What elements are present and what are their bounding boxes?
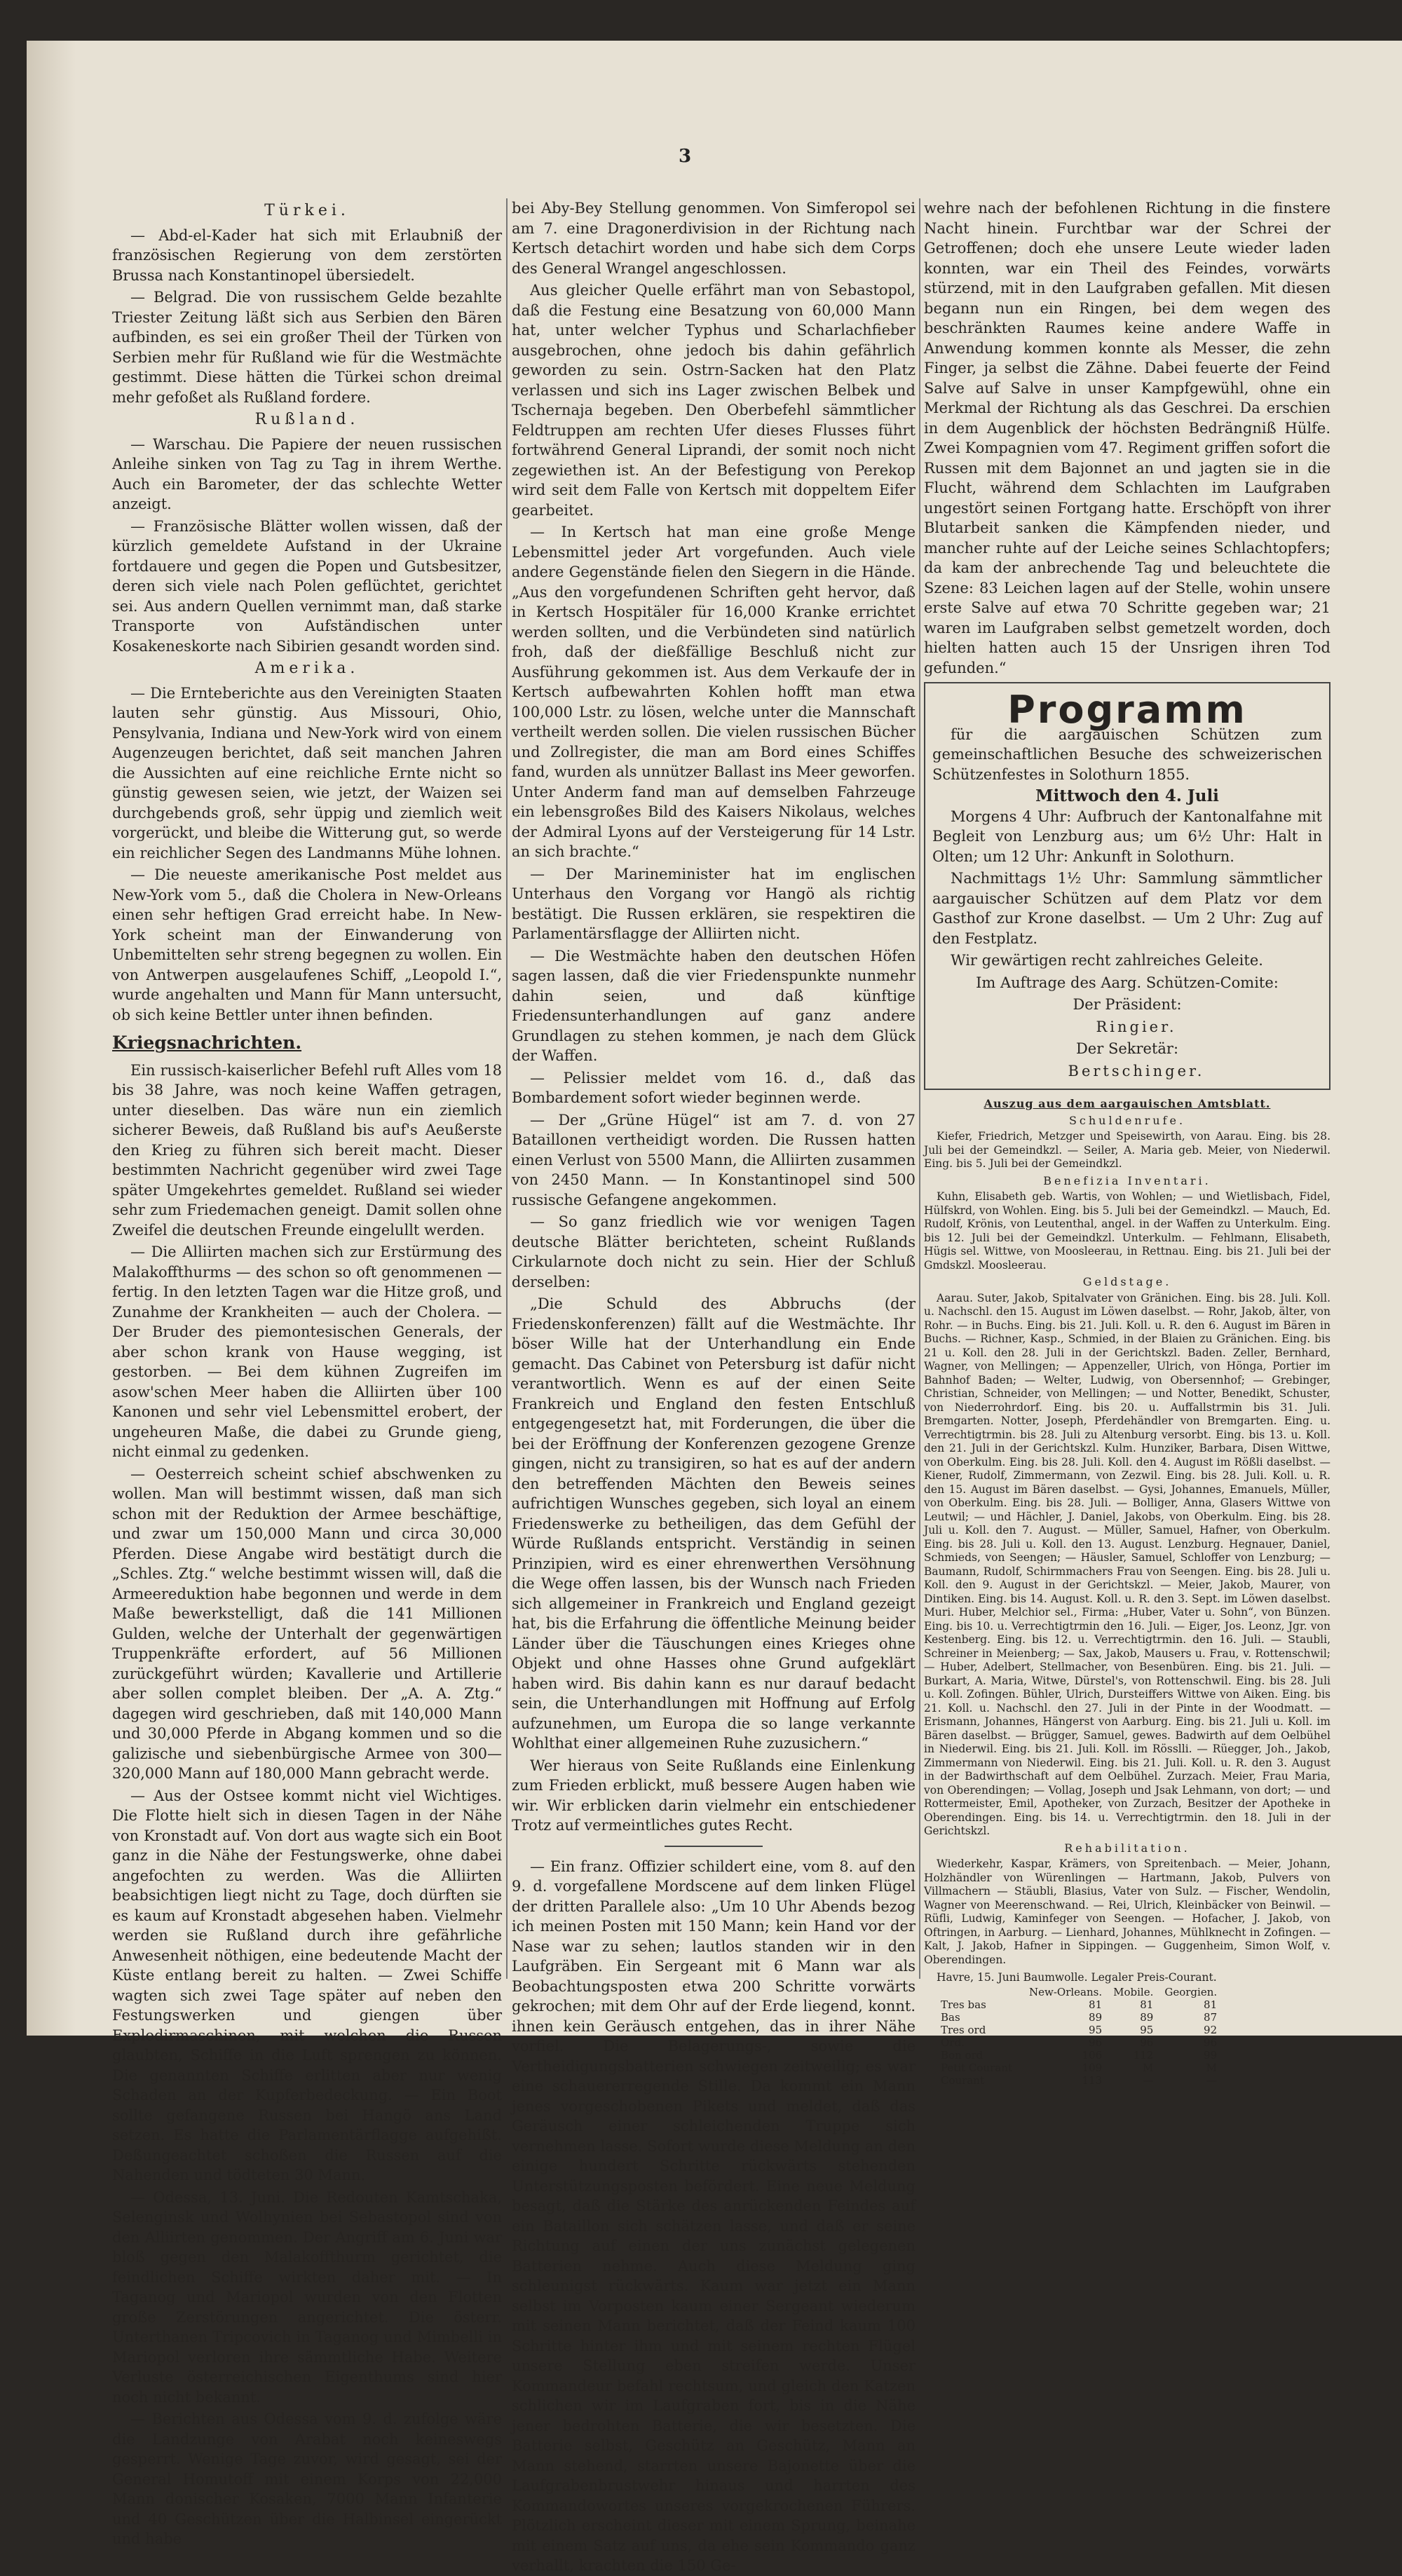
subhead: Rehabilitation.	[1064, 1841, 1190, 1855]
table-cell: 95	[1089, 2023, 1103, 2036]
table-row	[941, 2036, 1228, 2049]
table-cell: Petit Courant	[941, 2061, 1012, 2074]
article-paragraph: — Ein franz. Offizier schildert eine, vom 8. auf den 9. d. vorgefallene Mordscene auf dem linken Flügel der dritten Parallele also: „Um 10 Uhr Abends bezog ich meinen Posten mit 150 Mann; kein Hand vor der Nase war zu sehen; lautlos standen wir in den Laufgräben. Ein Sergeant mit 6 Mann war als Beobachtungsposten etwa 200 Schritte vorwärts gekrochen; mit dem Ohr auf der Erde liegend, konnt. ihnen kein Geräusch entgehen, das in ihrer Nähe vorfiel. Die Belagerungs-, sowie die Vertheidigungsbatterien schwiegen zeitweilig; es war eine schauererregende Stille. Da kommt ein Mann jenes vorgeschobenen Pikets und meldet, daß das Geräusch einer schleichenden Truppe sich vernehmen lasse. Sofort wurde diese Meldung an den einige hundert Schritte rückwärts stehenden Unterstützungsposten befördert. Eine neue Meldung besagt, daß die Stärke des anrückenden Feindes auf ein Bataillon sich schätzen lasse, und daß er seine Richtung auf einen der uns zunächst gelegenen Batterien nehme. Auch diese Meldung ging schleunigst rückwärts. Kaum war jetzt ein Mann selbst im Vorposten kaum einer Sergeant wiederum mit seinen Mann berichtet, daß der Feind kaum 100 Schritte hinter ihm und mit seinem rechten Flügel unsere Stellung eben streifen werde. Unser Kommandeur befahl rechtsum, und gleich den Katzen schlichen wir im Laufgraben fort, bis in die Nähe jener bedrohten Batterie, die wir besetzten. Die Batterie selbst, Geschütz an Geschütz, Mann an Mann stehend, starrten unsere Bajonette über die Laufgrabenbrustwehr hinaus und harrten des Kommandowortes unseres vorgekrochenen Führers. Plötzlich erscheint dieser mit einem Sprung, beinahe mit einem Satz auf uns, da ehe sein Kommando ganz verhallt, krachten die 150 Ge-	[512, 1858, 916, 2574]
article-paragraph: — Warschau. Die Papiere der neuen russischen Anleihe sinken von Tag zu Tag in ihrem Werthe. Auch ein Barometer, der das schlechte Wetter anzeigt.	[112, 435, 502, 512]
section-head-russland: Rußland.	[254, 411, 360, 428]
table-cell: M	[1143, 2061, 1154, 2074]
table-cell: M	[1206, 2061, 1218, 2074]
table-cell: Courant	[941, 2073, 984, 2087]
article-paragraph: — Berichten aus Odessa vom 9. d. zufolge wäre die Landzunge von Arabat noch keineswegs gesperrt. Wenige Tage zuvor, wird gesagt, sei der General Homutoff mit einem Korps von 22,000 Mann donischer Kosaken, 7000 Mann Infanterie und 40 Geschützen über die Halbinsel eingerückt und habe	[112, 2411, 502, 2547]
article-paragraph: — Die neueste amerikanische Post meldet aus New-York vom 5., daß die Cholera in New-Orleans einen sehr heftigen Grad erreicht habe. In New-York scheint man der Einwanderung von Unbemittelten sehr streng begegnen zu wollen. Ein von Antwerpen ausgelaufenes Schiff, „Leopold I.“, wurde angehalten und Mann für Mann untersucht, ob sich keine Bettler unter ihnen befinden.	[112, 866, 502, 1023]
table-cell: Ord.	[941, 2036, 965, 2049]
table-cell: 81	[1140, 1998, 1154, 2011]
page-number: 3	[679, 146, 692, 167]
table-row	[941, 2074, 1228, 2087]
article-paragraph: wehre nach der befohlenen Richtung in die finstere Nacht hinein. Furchtbar war der Schrei der Getroffenen; doch ehe unsere Leute wieder laden konnten, war ein Theil des Feindes, vorwärts stürzend, mit in den Laufgraben gefallen. Mit diesen begann nun ein Ringen, bei dem wegen des beschränkten Raumes keine andere Waffe in Anwendung kommen konnte als Messer, die zehn Finger, ja selbst die Zähne. Dabei feuerte der Feind Salve auf Salve in unser Kampfgewühl, ohne ein Merkmal der Richtung als das Geschrei. Da erschien in dem Augenblick der höchsten Bedrängniß Hülfe. Zwei Kompagnien vom 47. Regiment griffen sofort die Russen mit dem Bajonnet an und jagten sie in die Flucht, während dem Schlachten im Laufgraben ungestört seinen Fortgang hatte. Erschöpft von ihrer Blutarbeit sanken die Kämpfenden nieder, und mancher ruhte auf der Leiche seines Schlachtopfers; da kam der anbrechende Tag und beleuchtete die Szene: 83 Leichen lagen auf der Stelle, wohin unsere erste Salve auf etwa 70 Schritte gegeben war; 21 waren im Laufgraben selbst gemetzelt worden, doch hielten hatten auch 15 der Unsrigen ihren Tod gefunden.“	[924, 200, 1330, 676]
table-cell: 109	[1082, 2061, 1103, 2074]
table-cell: —	[1206, 2073, 1218, 2087]
article-paragraph: — Abd-el-Kader hat sich mit Erlaubniß der französischen Regierung von dem zerstörten Brussa nach Konstantinopel übersiedelt.	[112, 226, 502, 284]
table-cell: —	[1143, 2073, 1154, 2087]
article-paragraph: Aus gleicher Quelle erfährt man von Sebastopol, daß die Festung eine Besatzung von 60,000 Mann hat, unter welcher Typhus und Scharlachfieber ausgebrochen, ohne jedoch bis dahin gefährlich geworden zu sein. Ostrn-Sacken hat den Platz verlassen und sich ins Lager zwischen Belbek und Tschernaja begeben. Den Oberbefehl sämmtlicher Feldtruppen am rechten Ufer dieses Flusses führt fortwährend General Liprandi, der somit noch nicht zegewiethen ist. An der Befestigung von Perekop wird seit dem Falle von Kertsch mit doppeltem Eifer gearbeitet.	[512, 282, 916, 519]
table-header	[941, 1986, 1029, 1998]
table-row	[941, 2062, 1228, 2074]
section-head-amerika: Amerika.	[254, 660, 360, 677]
article-paragraph: „Die Schuld des Abbruchs (der Friedenskonferenzen) fällt auf die Westmächte. Ihr böser Wille hat der Unterhandlung ein Ende gemacht. Das Cabinet von Petersburg ist dafür nicht verantwortlich. Wenn es auf der einen Seite Frankreich und England den festen Entschluß entgegengesetzt hat, mit Forderungen, die über die bei der Eröffnung der Konferenzen gezogene Grenze gingen, nicht zu transigiren, so hat es auf der andern den betreffenden Mächten den Beweis seines aufrichtigen Wunsches gegeben, sich loyal an einem Friedenswerke zu betheiligen, das dem Gefühl der Würde Rußlands entspricht. Verständig in seinen Prinzipien, wird es einer ehrenwerthen Versöhnung die Wege offen lassen, bis der Wunsch nach Frieden sich allgemeiner in Frankreich und England gezeigt hat, bis die Erfahrung die öffentliche Meinung beider Länder über die Täuschungen eines Krieges ohne Objekt und ohne Hasses ohne Grund aufgeklärt haben wird. Bis dahin kann es nur darauf bedacht sein, die Unterhandlungen mit Hoffnung auf Erfolg aufzunehmen, um Europa die so lange verkannte Wohlthat einer allgemeinen Ruhe zuzusichern.“	[512, 1295, 916, 1752]
article-paragraph: — Pelissier meldet vom 16. d., daß das Bombardement sofort wieder beginnen werde.	[512, 1069, 916, 1106]
article-paragraph: — Die Alliirten machen sich zur Erstürmung des Malakoffthurms — des schon so oft genommenen — fertig. In den letzten Tagen war die Hitze groß, und Zunahme der Krankheiten — auch der Cholera. — Der Bruder des piemontesischen Generals, der aber schon krank von Hause wegging, ist gestorben. — Bei dem kühnen Zugreifen im asow'schen Meer haben die Alliirten über 100 Kanonen und sehr viel Lebensmittel erobert, der ungeheuren Maße, die dabei zu Grunde gieng, nicht einmal zu gedenken.	[112, 1243, 502, 1460]
programm-line: Wir gewärtigen recht zahlreiches Geleite.	[951, 952, 1263, 969]
programm-line: Der Präsident:	[1073, 996, 1182, 1013]
subhead: Geldstage.	[1082, 1275, 1172, 1288]
subhead: Schuldenrufe.	[1068, 1113, 1186, 1127]
programm-notice	[924, 682, 1330, 1090]
article-paragraph: — In Kertsch hat man eine große Menge Lebensmittel jeder Art vorgefunden. Auch viele andere Gegenstände fielen den Siegern in die Hände. „Aus den vorgefundenen Schriften geht hervor, daß in Kertsch Hospitäler für 16,000 Kranke errichtet werden sollten, und die Verbündeten sind natürlich froh, daß der dießfällige Beschluß nicht zur Ausführung gekommen ist. Aus dem Verkaufe der in Kertsch aufbewahrten Kohlen hofft man etwa 100,000 Lstr. zu lösen, welche unter die Mannschaft vertheilt werden sollen. Die vielen russischen Bücher und Zollregister, die man am Bord eines Schiffes fand, wurden als unnützer Ballast ins Meer geworfen. Unter Anderm fand man auf demselben Fahrzeuge ein lebensgroßes Bild des Kaisers Nikolaus, welches der Admiral Lyons auf der Versteigerung für 14 Lstr. an sich brachte.“	[512, 524, 916, 860]
price-table	[941, 1986, 1228, 2087]
programm-line: Nachmittags 1½ Uhr: Sammlung sämmtlicher aargauischer Schützen auf dem Platz vor dem Gasthof zur Krone daselbst. — Um 2 Uhr: Zug auf den Festplatz.	[932, 870, 1322, 947]
amtsblatt-head: Auszug aus dem aargauischen Amtsblatt.	[984, 1097, 1271, 1110]
table-cell: 92	[1204, 2023, 1218, 2036]
table-cell: 95	[1140, 2023, 1154, 2036]
table-header: Georgien.	[1164, 1985, 1218, 1998]
section-head-tuerkei: Türkei.	[264, 202, 350, 219]
table-cell: Bas	[941, 2010, 960, 2024]
table-cell: Tres ord	[941, 2023, 986, 2036]
table-cell: 89	[1089, 2010, 1103, 2024]
signature-secretary: Bertschinger.	[1068, 1062, 1205, 1079]
table-cell: 81	[1204, 1998, 1218, 2011]
table-cell: 106	[1082, 2048, 1103, 2062]
newspaper-page	[27, 41, 1402, 2574]
article-paragraph: — Der Marineminister hat im englischen Unterhaus den Vorgang vor Hangö als richtig bestätigt. Die Russen erklären, sie respektiren die Parlamentärsflagge der Alliirten nicht.	[512, 865, 916, 942]
separator-rule	[665, 1846, 763, 1847]
article-paragraph: — Der „Grüne Hügel“ ist am 7. d. von 27 Bataillonen vertheidigt worden. Die Russen hatten einen Verlust von 5500 Mann, die Alliirten zusammen von 2450 Mann. — In Konstantinopel sind 500 russische Gefangene angekommen.	[512, 1111, 916, 1208]
table-row	[941, 1998, 1228, 2011]
table-cell: 81	[1089, 1998, 1103, 2011]
programm-line: Im Auftrage des Aarg. Schützen-Comite:	[976, 974, 1279, 991]
table-cell: Tres bas	[941, 1998, 986, 2011]
programm-title: Programm	[1007, 688, 1247, 732]
programm-intro: für die aargauischen Schützen zum gemeinschaftlichen Besuche des schweizerischen Schützenfestes in Solothurn 1855.	[932, 725, 1322, 783]
table-cell: Bon ord	[941, 2048, 984, 2062]
signature-president: Ringier.	[1096, 1018, 1177, 1035]
market-title: Havre, 15. Juni Baumwolle. Legaler Preis-Courant.	[937, 1971, 1217, 1984]
article-paragraph: bei Aby-Bey Stellung genommen. Von Simferopol sei am 7. eine Dragonerdivision in der Richtung nach Kertsch detachirt worden und habe sich dem Corps des General Wrangel angeschlossen.	[512, 200, 916, 277]
table-cell: 96	[1140, 2036, 1154, 2049]
article-paragraph: — Oesterreich scheint schief abschwenken zu wollen. Man will bestimmt wissen, daß man sich schon mit der Reduktion der Armee beschäftige, und zwar um 150,000 Mann und circa 30,000 Pferden. Diese Angabe wird bestätigt durch die „Schles. Ztg.“ welche bestimmt wissen will, daß die Armeereduktion habe begonnen und werde in dem Maße bewerkstelligt, daß die 141 Millionen Gulden, welche der Unterhalt der gegenwärtigen Truppenkräfte erfordert, auf 56 Millionen zurückgeführt würden; Kavallerie und Artillerie aber sollen complet bleiben. Der „A. A. Ztg.“ dagegen wird geschrieben, daß mit 140,000 Mann und 30,000 Pferde in Abgang kommen und so die galizische und siebenbürgische Armee von 300—320,000 Mann auf 180,000 Mann gebracht werde.	[112, 1465, 502, 1782]
notice-text: Aarau. Suter, Jakob, Spitalvater von Gränichen. Eing. bis 28. Juli. Koll. u. Nachschl. den 15. August im Löwen daselbst. — Rohr, Jakob, älter, von Rohr. — in Buchs. Eing. bis 21. Juli. Koll. u. R. den 6. August im Bären in Buchs. — Richner, Kasp., Schmied, in der Blaien zu Gränichen. Eing. bis 21 u. Koll. den 28. Juli in der Gerichtskzl. Baden. Zeller, Bernhard, Wagner, von Mellingen; — Appenzeller, Ulrich, von Hönga, Portier im Bahnhof Baden; — Welter, Ludwig, von Obersennhof; — Grebinger, Christian, Schneider, von Mellingen; — und Notter, Benedikt, Schuster, von Niederrohrdorf. Eing. bis 20. u. Auffallstrmin bis 31. Juli. Bremgarten. Notter, Joseph, Pferdehändler von Bremgarten. Eing. u. Verrechtigtrmin. bis 28. Juli zu Altenburg versorbt. Eing. bis 13. u. Koll. den 21. Juli in der Gerichtskzl. Kulm. Hunziker, Barbara, Disen Wittwe, von Oberkulm. Eing. bis 28. Juli. Koll. den 4. August im Rößli daselbst. — Kiener, Rudolf, Zimmermann, von Zezwil. Eing. bis 28. Juli. Koll. u. R. den 15. August im Bären daselbst. — Gysi, Johannes, Emanuels, Müller, von Oberkulm. Eing. bis 28. Juli. — Bolliger, Anna, Glasers Wittwe von Leutwil; — und Hächler, J. Daniel, Jakobs, von Oberkulm. Eing. bis 28. Juli u. Koll. den 7. August. — Müller, Samuel, Hafner, von Oberkulm. Eing. bis 28. Juli u. Koll. den 13. August. Lenzburg. Hegnauer, Daniel, Schmieds, von Seengen; — Häusler, Samuel, Schloffer von Lenzburg; — Baumann, Rudolf, Schirmmachers Frau von Seengen. Eing. bis 28. Juli u. Koll. den 9. August in der Gerichtskzl. — Meier, Jakob, Maurer, von Dintiken. Eing. bis 14. August. Koll. u. R. den 3. Sept. im Löwen daselbst. Muri. Huber, Melchior sel., Firma: „Huber, Vater u. Sohn“, von Bünzen. Eing. bis 10. u. Verrechtigtrmin den 16. Juli. — Eiger, Jos. Leonz, Jgr. von Kestenberg. Eing. bis 12. u. Verrechtigtrmin. den 16. Juli. — Staubli, Schreiner in Meienberg; — Sax, Jakob, Mausers u. Frau, v. Rottenschwil; — Huber, Adelbert, Stellmacher, von Besenbüren. Eing. bis 21. Juli. — Burkart, A. Maria, Witwe, Dürstel's, von Rottenschwil. Eing. bis 28. Juli u. Koll. Zofingen. Bühler, Ulrich, Dursteiffers Wittwe von Aiken. Eing. bis 21. Koll. u. Nachschl. den 27. Juli in der Pinte in der Woodmatt. — Erismann, Johannes, Hängerst von Aarburg. Eing. bis 21. Juli u. Koll. im Bären daselbst. — Brügger, Samuel, gewes. Badwirth auf dem Oelbühel in Niederwil. Eing. bis 21. Juli. Koll. im Rösslli. — Rüegger, Joh., Jakob, Zimmermann von Niederwil. Eing. bis 21. Juli. Koll. u. R. den 3. August in der Badwirthschaft auf dem Oelbühel. Zurzach. Meier, Frau Maria, von Oberendingen; — Vollag, Joseph und Jsak Lehmann, von dort; — und Rottermeister, Emil, Apotheker, von Zurzach, Besitzer der Apotheke in Oberendingen. Eing. bis 14. u. Verrechtigtrmin. den 18. Juli in der Gerichtskzl.	[924, 1291, 1330, 1837]
article-paragraph: — Die Westmächte haben den deutschen Höfen sagen lassen, daß die vier Friedenspunkte nunmehr dahin seien, und daß künftige Friedensunterhandlungen auf ganz andere Grundlagen zu stehen kommen, je nach dem Glück der Waffen.	[512, 947, 916, 1064]
programm-line: Morgens 4 Uhr: Aufbruch der Kantonalfahne mit Begleit von Lenzburg aus; um 6½ Uhr: Halt in Olten; um 12 Uhr: Ankunft in Solothurn.	[932, 807, 1322, 865]
column-1	[112, 198, 502, 2547]
article-paragraph: — Belgrad. Die von russischem Gelde bezahlte Triester Zeitung läßt sich aus Serbien den Bären aufbinden, es sei ein großer Theil der Türken von Serbien mehr für Rußland wie für die Westmächte gestimmt. Diese hätten die Türkei schon dreimal mehr gefoßet als Rußland fordere.	[112, 289, 502, 406]
article-paragraph: Ein russisch-kaiserlicher Befehl ruft Alles vom 18 bis 38 Jahre, was noch keine Waffen getragen, unter dieselben. Das wäre nun ein ziemlich sicherer Beweis, daß Rußland bis auf's Aeußerste den Krieg zu führen sich bereit macht. Dieser bestimmten Nachricht gegenüber wird zwei Tage später Umgekehrtes gemeldet. Rußland sei wieder sehr zum Friedemachen geneigt. Damit sollen ohne Zweifel die deutschen Freunde eingelullt werden.	[112, 1061, 502, 1239]
table-cell: 112	[1133, 2048, 1154, 2062]
table-cell: 96	[1089, 2036, 1103, 2049]
subhead: Benefizia Inventari.	[1043, 1173, 1211, 1187]
table-cell: 87	[1204, 2010, 1218, 2024]
table-row	[941, 2049, 1228, 2062]
column-rule	[919, 198, 920, 1979]
table-row	[941, 2011, 1228, 2024]
article-paragraph: — Odessa, 13. Juni. Die Redouten Kamtschaka, Selenginsk und Wolhynien bei Sebastopol sind von den Alliirten genommen. Der Angriff am 6. Juni war bloß gegen den Malakoffthurm gerichtet, die feindlichen Schiffe wirkten daher mit. — In Taganog und Mariopol wurden von den Flotten große Zerstörungen angerichtet. Die österr. Unterthanen Tripcovich in Taganog und Mimbelli in Mariopol verloren ihre sämmtliche Habe. Weitere Verluste österreichischen Eigenthums sind hier noch nicht bekannt.	[112, 2188, 502, 2406]
article-paragraph: — So ganz friedlich wie vor wenigen Tagen deutsche Blätter berichteten, scheint Rußlands Cirkularnote doch nicht zu sein. Hier der Schluß derselben:	[512, 1213, 916, 1290]
notice-text: Kiefer, Friedrich, Metzger und Speisewirth, von Aarau. Eing. bis 28. Juli bei der Gemeindkzl. — Seiler, A. Maria geb. Meier, von Niederwil. Eing. bis 5. Juli bei der Gemeindkzl.	[924, 1130, 1330, 1170]
column-rule	[506, 198, 508, 1979]
article-paragraph: Wer hieraus von Seite Rußlands eine Einlenkung zum Frieden erblickt, muß bessere Augen haben wie wir. Wir erblicken darin vielmehr ein entschiedener Trotz auf vermeintliches gutes Recht.	[512, 1757, 916, 1834]
programm-line: Der Sekretär:	[1075, 1040, 1179, 1057]
page-fold-shadow	[27, 41, 76, 2036]
table-header-row	[941, 1986, 1228, 1998]
article-paragraph: — Französische Blätter wollen wissen, daß der kürzlich gemeldete Aufstand in der Ukraine fortdauere und gegen die Popen und Gutsbesitzer, deren sich viele nach Polen geflüchtet, gerichtet sei. Aus andern Quellen vernimmt man, daß starke Transporte von Aufständischen unter Kosakeneskorte nach Sibirien gesandt worden sind.	[112, 517, 502, 655]
article-paragraph: — Die Ernteberichte aus den Vereinigten Staaten lauten sehr günstig. Aus Missouri, Ohio, Pensylvania, Indiana und New-York wird von einem Augenzeugen berichtet, daß seit manchen Jahren die Aussichten auf eine reichliche Ernte nicht so günstig gewesen seien, wie jetzt, der Waizen sei durchgebends groß, sehr üppig und ziemlich weit vorgerückt, und bleibe die Witterung gut, so werde ein reichlicher Segen des Landmanns Mühe lohnen.	[112, 684, 502, 861]
table-cell: 113	[1082, 2073, 1103, 2087]
amtsblatt-extract	[924, 1097, 1330, 2087]
table-row	[941, 2024, 1228, 2036]
table-cell: 96	[1204, 2036, 1218, 2049]
table-header: New-Orleans.	[1029, 1985, 1103, 1998]
notice-text: Wiederkehr, Kaspar, Krämers, von Spreitenbach. — Meier, Johann, Holzhändler von Würenlingen — Hartmann, Jakob, Pulvers von Villmachern — Stäubli, Blasius, Vater von Sulz. — Fischer, Wendolin, Wagner von Meerenschwand. — Rei, Ulrich, Kleinbäcker von Beinwil. — Rüfli, Ludwig, Kaminfeger von Seengen. — Hofacher, J. Jakob, von Oftringen, in Aarburg. — Lienhard, Johannes, Mühlknecht in Zofingen. — Kalt, J. Jakob, Hafner in Sippingen. — Guggenheim, Simon Wolf, v. Oberendingen.	[924, 1858, 1330, 1966]
notice-text: Kuhn, Elisabeth geb. Wartis, von Wohlen; — und Wietlisbach, Fidel, Hülfskrd, von Wohlen. Eing. bis 5. Juli bei der Gemeindkzl. — Mauch, Ed. Rudolf, Krönis, von Leutenthal, angel. in der Waffen zu Unterkulm. Eing. bis 12. Juli bei der Gemeindkzl. Unterkulm. — Fehlmann, Elisabeth, Hügis sel. Wittwe, von Moosleerau, in Rettnau. Eing. bis 21. Juli bei der Gmdskzl. Moosleerau.	[924, 1190, 1330, 1272]
table-cell: 99	[1204, 2048, 1218, 2062]
table-header: Mobile.	[1113, 1985, 1154, 1998]
column-2	[512, 198, 916, 2574]
programm-date: Mittwoch den 4. Juli	[1035, 786, 1219, 805]
article-paragraph: — Aus der Ostsee kommt nicht viel Wichtiges. Die Flotte hielt sich in diesen Tagen in der Nähe von Kronstadt auf. Von dort aus wagte sich ein Boot ganz in die Nähe der Festungswerke, ohne dabei angefochten zu werden. Was die Alliirten beabsichtigen liegt nicht zu Tage, doch dürften sie es kaum auf Kronstadt abgesehen haben. Vielmehr werden sie Rußland durch ihre gefährliche Anwesenheit nöthigen, eine bedeutende Macht der Küste entlang bereit zu halten. — Zwei Schiffe wagten sich zwei Tage später auf neben den Festungswerken und giengen über Explodirmaschinen, mit welchen die Russen glaubten, Schiffe in die Luft sprengen zu können. Die genannten Schiffe erlitten aber nur wenig Schaden an der Kupferbedeckung. — Ein Boot sollte gefangene Russen bei Hangö ans Land setzen. Es hatte die Parlamentärflagge aufgehißt. Deßungeachtet schoßen die Russen auf die Nahenden und tödteten 30 Mann.	[112, 1787, 502, 2183]
section-head-kriegsnachrichten: Kriegsnachrichten.	[112, 1033, 302, 1053]
table-cell: 89	[1140, 2010, 1154, 2024]
column-3	[924, 198, 1330, 2087]
